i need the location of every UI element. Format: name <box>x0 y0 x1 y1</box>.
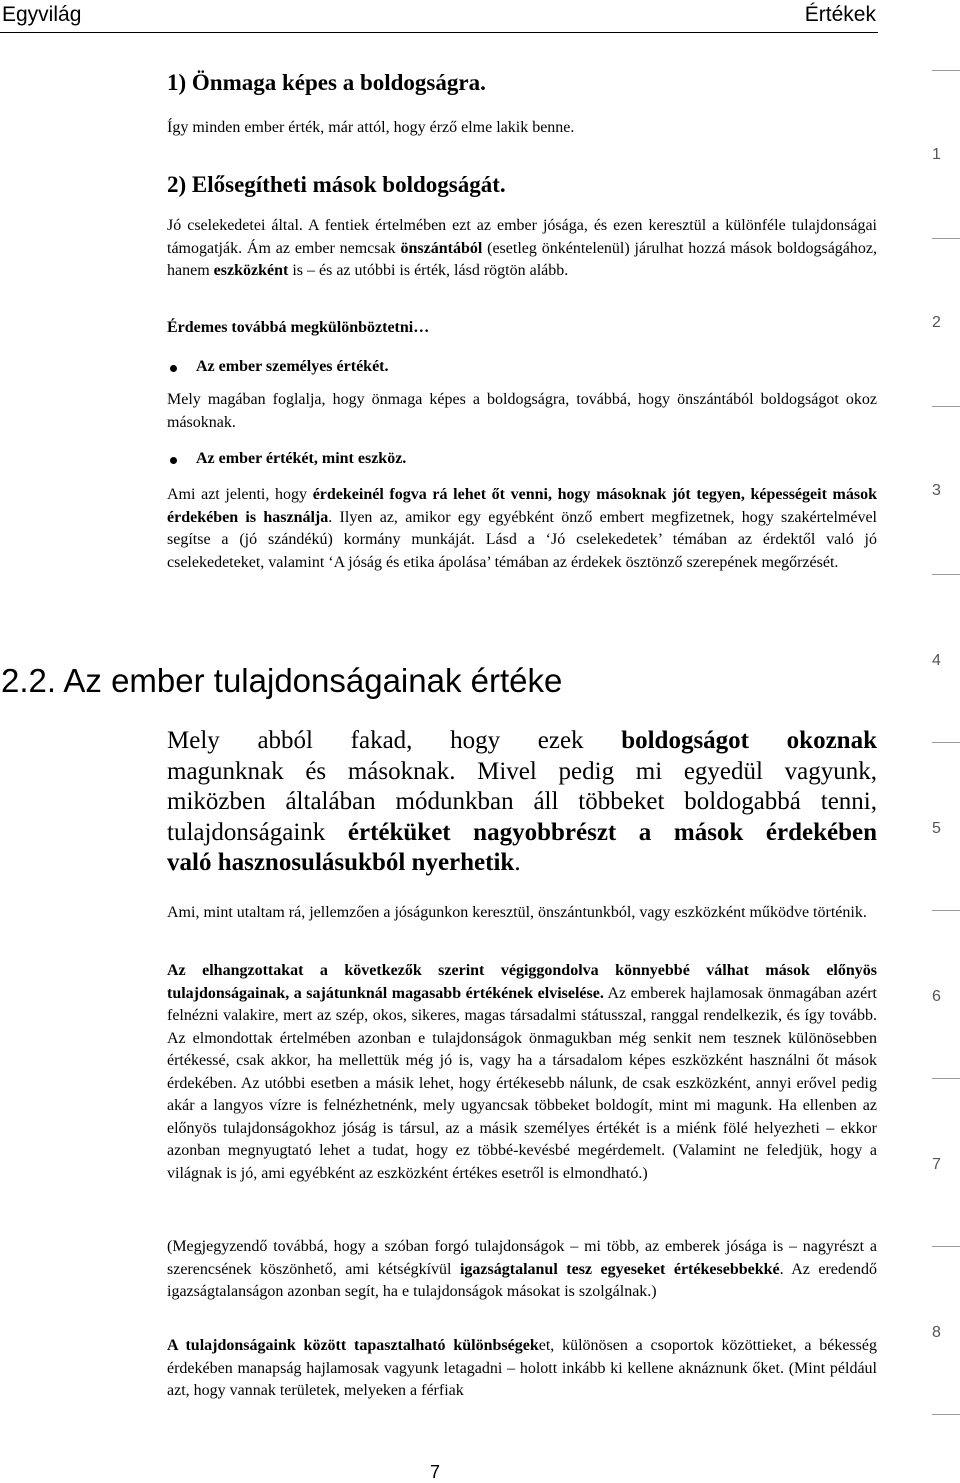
bullet-2-text: Ami azt jelenti, hogy érdekeinél fogva rá lehet őt venni, hogy másoknak jót tegyen, képességeit mások érdekében is használja. Ilyen az, amikor egy egyébként önző embert megfizetnek, hogy szakértelmével segítse a (jó szándékú) kormány munkáját. Lásd a ‘Jó cselekedetek’ témában az érdektől való jó cselekedeteket, valamint ‘A jóság és etika ápolása’ témában az érdekek ösztönző szerepének megőrzését. <box>167 486 878 571</box>
margin-line-number: 5 <box>932 820 941 837</box>
distinguish-intro: Érdemes továbbá megkülönböztetni… <box>167 319 430 336</box>
paragraph-3: (Megjegyzendő továbbá, hogy a szóban forgó tulajdonságok – mi több, az emberek jósága is – nagyrészt a szerencsének köszönhető, ami kétségkívül igazságtalanul tesz egyeseket értékesebbekké. Az eredendő igazságtalanságon azonban segít, ha e tulajdonságok másokat is szolgálnak.) <box>167 1238 878 1300</box>
margin-rule <box>932 406 960 407</box>
paragraph-1: Ami, mint utaltam rá, jellemzően a jóságunkon keresztül, önszántunkból, vagy eszközként működve történik. <box>167 904 867 921</box>
margin-line-number: 1 <box>932 146 941 163</box>
margin-line-number: 7 <box>932 1156 941 1173</box>
bullet-label: Az ember személyes értékét. <box>196 358 389 375</box>
margin-rule <box>932 70 960 71</box>
margin-line-number: 3 <box>932 482 941 499</box>
page-header <box>0 0 878 33</box>
margin-rule <box>932 1414 960 1415</box>
header-right-title: Értékek <box>804 3 876 26</box>
margin-rule <box>932 238 960 239</box>
margin-rule <box>932 910 960 911</box>
margin-rule <box>932 1246 960 1247</box>
section-2-text: Jó cselekedetei által. A fentiek értelmében ezt az ember jósága, és ezen keresztül a különféle tulajdonságai támogatják. Ám az ember nemcsak önszántából (esetleg önkéntelenül) járulhat hozzá mások boldogságához, hanem eszközként is – és az utóbbi is érték, lásd rögtön alább. <box>167 217 878 279</box>
bullet-dot-icon <box>170 365 177 372</box>
section-1-text: Így minden ember érték, már attól, hogy érző elme lakik benne. <box>167 119 575 136</box>
section-1-title: 1) Önmaga képes a boldogságra. <box>167 70 486 95</box>
margin-line-number: 4 <box>932 652 941 669</box>
header-left-title: Egyvilág <box>2 3 82 26</box>
margin-rule <box>932 1078 960 1079</box>
margin-rule <box>932 742 960 743</box>
page-number: 7 <box>430 1462 441 1482</box>
margin-rule <box>932 574 960 575</box>
margin-line-number: 8 <box>932 1324 941 1341</box>
margin-line-number: 6 <box>932 988 941 1005</box>
bullet-1-text: Mely magában foglalja, hogy önmaga képes a boldogságra, továbbá, hogy önszántából boldogságot okoz másoknak. <box>167 391 877 431</box>
lead-paragraph: Mely abból fakad, hogy ezek boldogságot okoznak magunknak és másoknak. Mivel pedig mi egyedül vagyunk, miközben általában módunkban áll többeket boldogabbá tenni, tulajdonságaink értéküket nagyobbrészt a mások érdekében való hasznosulásukból nyerhetik. <box>167 727 877 876</box>
section-2-title: 2) Elősegítheti mások boldogságát. <box>167 172 506 197</box>
bullet-dot-icon <box>170 457 177 464</box>
bullet-label: Az ember értékét, mint eszköz. <box>196 450 407 467</box>
margin-line-number: 2 <box>932 314 941 331</box>
heading-2-2: 2.2. Az ember tulajdonságainak értéke <box>1 662 563 699</box>
paragraph-4: A tulajdonságaink között tapasztalható különbségeket, különösen a csoportok közöttieket, a békesség érdekében manapság hajlamosak vagyunk letagadni – holott inkább ki kellene aknáznunk őket. (Mint például azt, hogy vannak területek, melyeken a férfiak <box>167 1337 878 1399</box>
paragraph-2: Az elhangzottakat a következők szerint végiggondolva könnyebbé válhat mások előnyös tulajdonságainak, a sajátunknál magasabb értékének elviselése. Az emberek hajlamosak önmagában azért felnézni valakire, mert az szép, okos, sikeres, magas társadalmi státusszal, ranggal rendelkezik, és így tovább. Az elmondottak értelmében azonban e tulajdonságok önmagukban még senkit nem tesznek különösebben értékessé, csak akkor, ha mellettük még jó is, vagy ha a társadalom képes eszközként használni őt mások érdekében. Az utóbbi esetben a másik lehet, hogy értékesebb nálunk, de csak eszközként, annyi erővel pedig akár a langyos vízre is felnézhetnénk, mely ugyancsak többeket boldogít, mint mi magunk. Ha ellenben az előnyös tulajdonságokhoz jóság is társul, az a másik személyes értékét is a miénk fölé helyezheti – ekkor azonban megnyugtató lehet a tudat, hogy ez többé-kevésbé megérdemelt. (Valamint ne feledjük, hogy a világnak is jó, ami egyébként az eszközként értékes esetről is elmondható.) <box>167 962 878 1182</box>
